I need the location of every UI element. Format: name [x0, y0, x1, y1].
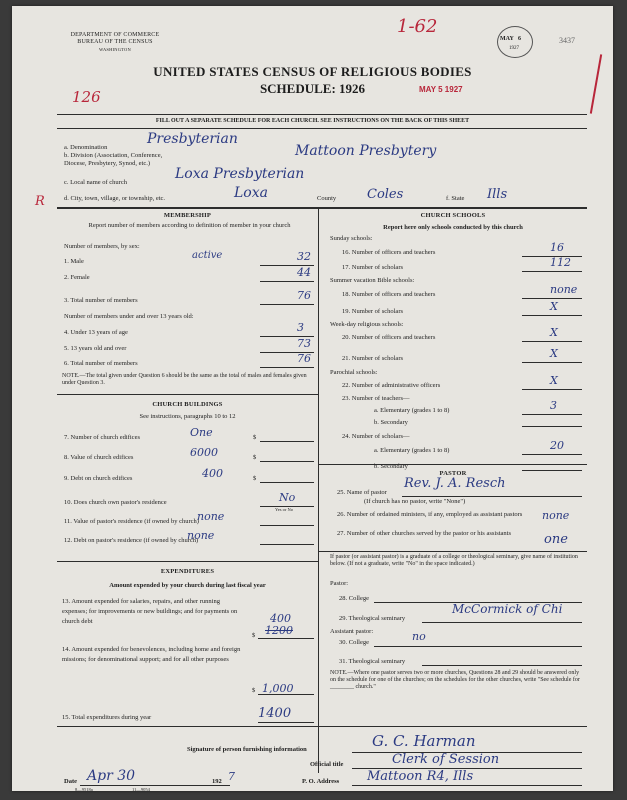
county-label: County: [317, 195, 337, 202]
row-label: Week-day religious schools:: [330, 321, 404, 328]
instruction-line: FILL OUT A SEPARATE SCHEDULE FOR EACH CHURCH. SEE INSTRUCTIONS ON THE BACK OF THIS SHEET: [155, 118, 470, 124]
row-value: 6000: [190, 446, 218, 459]
row-label: 21. Number of scholars: [342, 355, 404, 362]
form-title: UNITED STATES CENSUS OF RELIGIOUS BODIES: [153, 64, 472, 79]
row-label: 18. Number of officers and teachers: [342, 291, 436, 298]
row-value: 76: [297, 289, 311, 302]
census-schedule-page: DEPARTMENT OF COMMERCE BUREAU OF THE CENSUS WASHINGTON 1-62 MAY 6 1927 3437 UNITED STATES CENSUS OF RELIGIOUS BODIES SCHEDULE: 1926 MAY 5 1927 126 FILL OUT A SEPARATE SCHEDULE FOR EACH CHURCH. SEE INSTRUCTIONS ON THE BACK OF THIS SHEET a. Denomination Presbyterian b. Division (Association, Conference, Diocese, Presbytery, Synod, etc.) Mattoon Presbytery c. Local name of church Loxa Presbyterian d. City, town, village, or township, etc. Loxa County Coles f. State Ills R MEMBERSHIP Report number of members according to definition of member in your church Number of members, by sex: 1. Male 32 2. Female 44 3. Total number of members 76 Number of members under and over 13 years old: 4. Under 13 years of age 3 5. 13 years old and over 73 6. Total number of members 76 active NOTE.—The total given under Question 6 should be the same as the total of males and females given under Question 3. CHURCH BUILDINGS See instructions, paragraphs 10 to 12 7. Number of church edifices One $ 8. Value of church edifices 6000 $ 9. Debt on church edifices 400 $ 10. Does church own pastor's residence No 11. Value of pastor's residence (if owned by church) none 12. Debt on pastor's residence (if owned by church) none Yes or No EXPENDITURES Amount expended by your church during last fiscal year 13. Amount expended for salaries, repairs, and other running expenses; for improvements or new buildings; and for payments on church debt 400 1200 $ 14. Amount expended for benevolences, including home and foreign missions; for denominational support; and for all other purposes 1,000 $ 15. Total expenditures during year 1400 CHURCH SCHOOLS Report here only schools conducted by this church Sunday schools: 16. Number of officers and teachers 16 17. Number of scholars 112 Summer vacation Bible schools: 18. Number of officers and teachers none 19. Number of scholars X Week-day religious schools: 20. Number of officers and teachers X 21. Number of scholars X Parochial schools: 22. Number of administrative officers X 23. Number of teachers— a. Elementary (grades 1 to 8) 3 b. Secondary 24. Number of scholars— a. Elementary (grades 1 to 8) 20 b. Secondary PASTOR 25. Name of pastor Rev. J. A. Resch (If church has no pastor, write "None") 26. Number of ordained ministers, if any, employed as assistant pastors none 27. Number of other churches served by the pastor or his assistants one If pastor (or assistant pastor) is a graduate of a college or theological seminary, give name of institution below. (If not a graduate, write "No" in the space indicated.) Pastor: 28. College 29. Theological seminary McCormick of Chi Assistant pastor: 30. College no 31. Theological seminary NOTE.—Where one pastor serves two or more churches, Questions 28 and 29 should be answered only on the schedule for one of the churches; on the schedules for the other churches, write "See schedule for ________ church." Signature of person furnishing information G. C. Harman Official title Clerk of Session Date Apr 30 192 7 P. O. Address Mattoon R4, Ills 8—9518a 11—9054: [12, 6, 613, 791]
row-value: none: [550, 283, 578, 296]
row-label: Number of members under and over 13 years old:: [64, 313, 194, 320]
row-value: X: [550, 300, 558, 313]
graduate-note: If pastor (or assistant pastor) is a graduate of a college or theological seminary, give name of institution below. (If not a graduate, write "No" in the space indicated.): [330, 554, 578, 567]
division-label: b. Division (Association, Conference, Diocese, Presbytery, Synod, etc.): [64, 152, 163, 167]
assistant-count-value: none: [542, 509, 570, 522]
assistant-section-label: Assistant pastor:: [330, 628, 374, 635]
row-label: 4. Under 13 years of age: [64, 329, 128, 336]
other-churches-value: one: [544, 532, 568, 547]
row-value: 73: [297, 337, 311, 350]
row-value: 32: [297, 250, 311, 263]
dollar-sign: $: [253, 475, 257, 482]
row-value: 20: [550, 439, 564, 452]
seminary-29-label: 29. Theological seminary: [339, 615, 406, 622]
row-value: 76: [297, 352, 311, 365]
date-label: Date: [64, 778, 77, 785]
row-value: 400: [202, 467, 223, 480]
postmark-month: MAY: [500, 36, 514, 42]
row-label: Parochial schools:: [330, 369, 378, 376]
yes-no-hint: Yes or No: [275, 507, 294, 512]
year-prefix: 192: [212, 778, 222, 785]
form-number: 3437: [559, 36, 575, 45]
state-value: Ills: [487, 187, 508, 202]
expenditures-heading: EXPENDITURES: [160, 568, 215, 575]
college-28-label: 28. College: [339, 595, 369, 602]
row-value: 3: [550, 399, 557, 412]
row-value: X: [550, 326, 558, 339]
division-value: Mattoon Presbytery: [295, 143, 437, 159]
row-label: 5. 13 years old and over: [64, 345, 127, 352]
row-label: 23. Number of teachers—: [342, 395, 410, 402]
signature-value: G. C. Harman: [372, 732, 476, 750]
row-label: 10. Does church own pastor's residence: [64, 499, 167, 506]
expenditure-13-label: 13. Amount expended for salaries, repairs, and other running expenses; for improvements or new buildings; and for payments on church debt: [62, 598, 238, 625]
date-value: Apr 30: [87, 768, 136, 784]
college-30-value: no: [412, 630, 426, 643]
row-label: 19. Number of scholars: [342, 308, 404, 315]
membership-intro: Report number of members according to definition of member in your church: [88, 222, 291, 229]
state-label: f. State: [446, 195, 465, 202]
row-label: 17. Number of scholars: [342, 264, 404, 271]
row-label: 22. Number of administrative officers: [342, 382, 441, 389]
row-label: 20. Number of officers and teachers: [342, 334, 436, 341]
row-label: Summer vacation Bible schools:: [330, 277, 415, 284]
row-value: One: [190, 426, 213, 439]
handwritten-top-number: 1-62: [397, 16, 438, 37]
city-text: WASHINGTON: [99, 47, 131, 52]
row-label: 7. Number of church edifices: [64, 434, 140, 441]
row-label: a. Elementary (grades 1 to 8): [374, 407, 450, 414]
dollar-sign: $: [253, 434, 257, 441]
local-name-label: c. Local name of church: [64, 179, 127, 186]
row-label: 11. Value of pastor's residence (if owned by church): [64, 518, 199, 525]
row-value: 112: [550, 256, 571, 269]
seminary-31-label: 31. Theological seminary: [339, 658, 406, 665]
row-label: 1. Male: [64, 258, 84, 265]
row-label: a. Elementary (grades 1 to 8): [374, 447, 450, 454]
denomination-label: a. Denomination: [64, 144, 108, 151]
dept-text: DEPARTMENT OF COMMERCE: [70, 32, 160, 38]
dollar-sign: $: [253, 454, 257, 461]
local-name-value: Loxa Presbyterian: [175, 166, 305, 182]
college-30-label: 30. College: [339, 639, 369, 646]
pastor-name-label: 25. Name of pastor: [337, 489, 387, 496]
seminary-29-value: McCormick of Chi: [452, 602, 563, 616]
row-label: 24. Number of scholars—: [342, 433, 410, 440]
row-value: No: [279, 491, 296, 504]
row-label: 2. Female: [64, 274, 90, 281]
bureau-text: BUREAU OF THE CENSUS: [77, 39, 153, 45]
postmark-stamp: [497, 26, 533, 58]
row-label: 9. Debt on church edifices: [64, 475, 133, 482]
schedule-year: SCHEDULE: 1926: [259, 81, 366, 96]
received-date-stamp: MAY 5 1927: [419, 85, 463, 94]
row-value: 44: [297, 266, 311, 279]
expenditure-13-struck: 1200: [265, 624, 293, 637]
year-value: 7: [228, 770, 235, 783]
assistant-count-label: 26. Number of ordained ministers, if any, employed as assistant pastors: [337, 511, 523, 518]
official-title-value: Clerk of Session: [392, 752, 500, 767]
handwritten-number: 126: [72, 88, 101, 106]
row-label: Number of members, by sex:: [64, 243, 140, 250]
pastor-name-value: Rev. J. A. Resch: [404, 476, 506, 491]
row-value: 3: [297, 321, 304, 334]
expenditure-15-value: 1400: [258, 706, 292, 721]
buildings-sub: See instructions, paragraphs 10 to 12: [139, 413, 236, 420]
membership-note: NOTE.—The total given under Question 6 should be the same as the total of males and females given under Question 3.: [62, 373, 307, 386]
expenditure-14-label: 14. Amount expended for benevolences, including home and foreign missions; for denominational support; and for all other purposes: [62, 646, 241, 663]
margin-mark: R: [35, 194, 45, 209]
pastor-none-note: (If church has no pastor, write "None"): [364, 498, 466, 505]
other-churches-label: 27. Number of other churches served by the pastor or his assistants: [337, 530, 512, 537]
po-address-value: Mattoon R4, Ills: [367, 769, 474, 784]
schools-intro: Report here only schools conducted by this church: [383, 224, 523, 231]
row-label: 16. Number of officers and teachers: [342, 249, 436, 256]
row-label: b. Secondary: [374, 463, 408, 470]
row-value: none: [187, 529, 215, 542]
row-label: 12. Debt on pastor's residence (if owned by church): [64, 537, 199, 544]
row-value: 16: [550, 241, 564, 254]
row-value: X: [550, 374, 558, 387]
city-label: d. City, town, village, or township, etc.: [64, 195, 166, 202]
male-active-note: active: [192, 250, 223, 261]
schools-heading: CHURCH SCHOOLS: [420, 212, 486, 219]
department-header: [65, 32, 165, 53]
city-value: Loxa: [234, 185, 268, 201]
row-label: b. Secondary: [374, 419, 408, 426]
form-code-2: 11—9054: [132, 787, 150, 792]
postmark-day: 6: [518, 36, 521, 42]
expenditure-15-label: 15. Total expenditures during year: [62, 714, 152, 721]
expenditure-14-value: 1,000: [262, 682, 294, 695]
row-label: Sunday schools:: [330, 235, 373, 242]
official-title-label: Official title: [310, 761, 344, 768]
pastor-note: NOTE.—Where one pastor serves two or more churches, Questions 28 and 29 should be answered only on the schedule for one of the churches; on the schedules for the other churches, write "See schedule for ________ church.": [330, 670, 580, 690]
pastor-section-label: Pastor:: [330, 580, 349, 587]
row-label: 6. Total number of members: [64, 360, 138, 367]
po-address-label: P. O. Address: [302, 778, 340, 785]
expenditures-sub: Amount expended by your church during last fiscal year: [109, 582, 266, 589]
denomination-value: Presbyterian: [147, 131, 238, 147]
postmark-year: 1927: [509, 46, 519, 51]
row-label: 8. Value of church edifices: [64, 454, 134, 461]
pastor-heading: PASTOR: [439, 470, 467, 477]
expenditure-13-value: 400: [270, 612, 291, 625]
membership-heading: MEMBERSHIP: [163, 212, 212, 219]
form-code-1: 8—9518a: [75, 787, 93, 792]
row-value: none: [197, 510, 225, 523]
county-value: Coles: [367, 187, 404, 202]
row-label: 3. Total number of members: [64, 297, 138, 304]
signature-label: Signature of person furnishing information: [187, 746, 307, 753]
row-value: X: [550, 347, 558, 360]
buildings-heading: CHURCH BUILDINGS: [152, 401, 223, 408]
